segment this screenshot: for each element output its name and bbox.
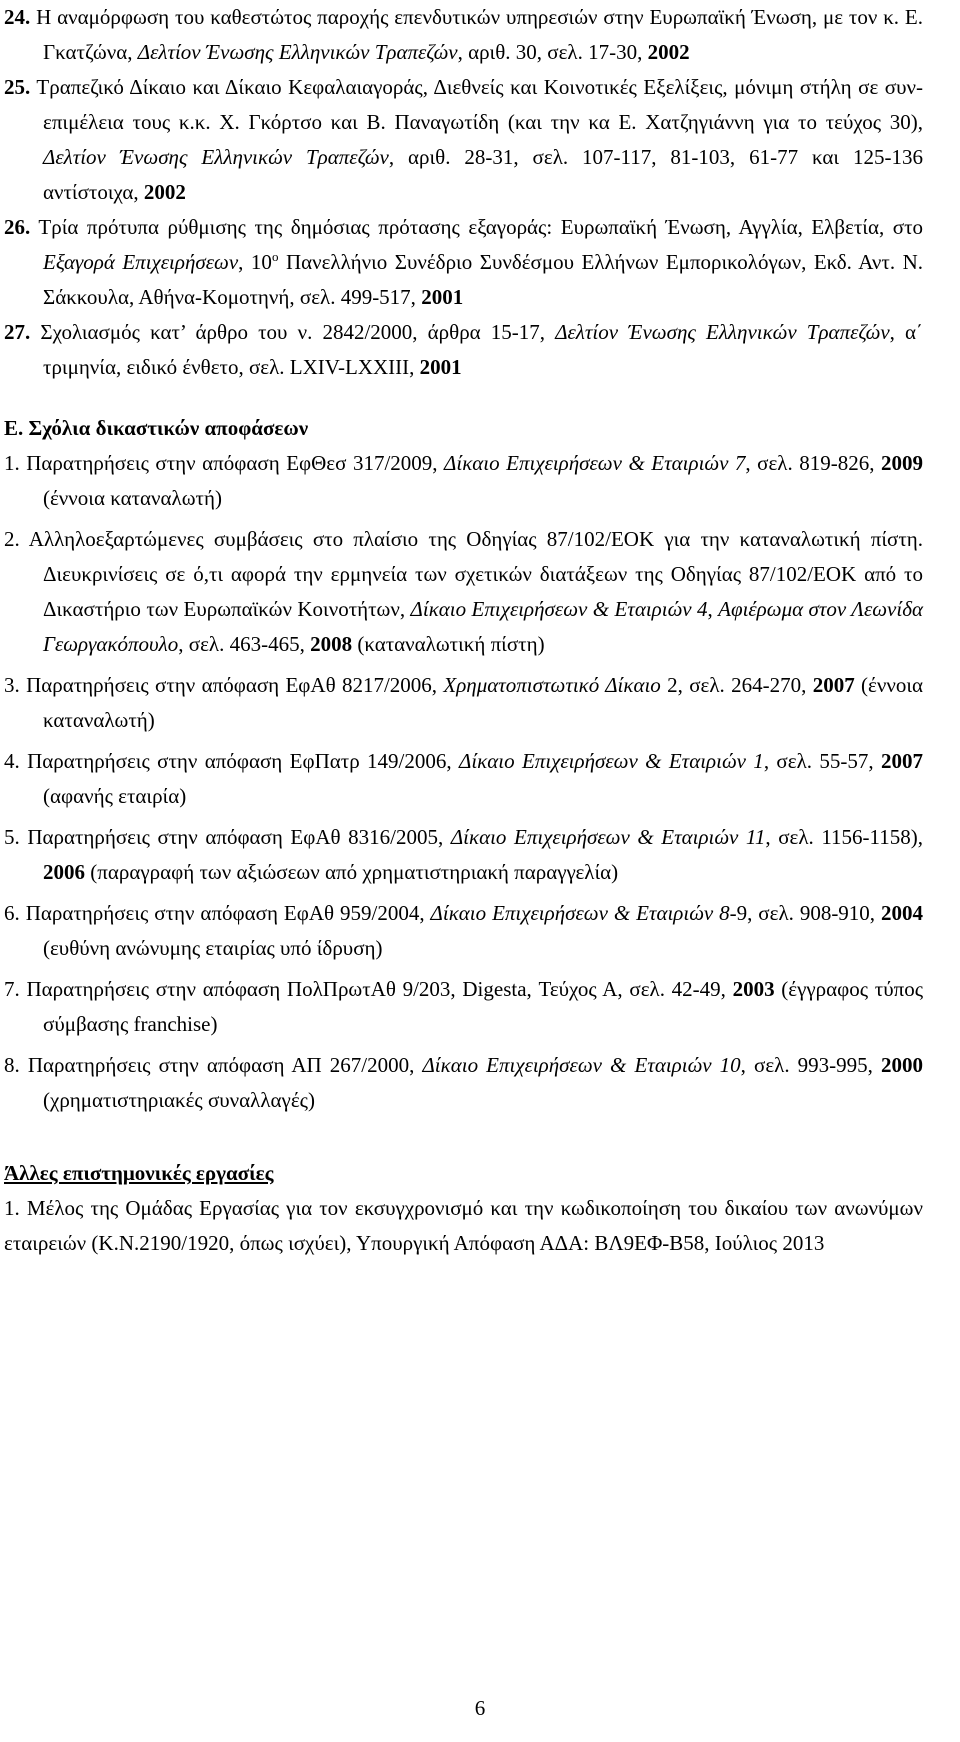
reference-text: Πανελλήνιο Συνέδριο Συνδέσμου Ελλήνων Εμπορικολόγων, Εκδ. Αντ. Ν. Σάκκουλα, Αθήνα-Κομοτηνή, σελ. 499-517, bbox=[43, 250, 923, 309]
item-text: (έννοια καταναλωτή) bbox=[43, 673, 923, 732]
reference-number: 27. bbox=[4, 320, 31, 344]
item-text: -9, σελ. 908-910, bbox=[729, 901, 881, 925]
item-text: Παρατηρήσεις στην απόφαση ΑΠ 267/2000, bbox=[27, 1053, 423, 1077]
reference-year: 2001 bbox=[419, 355, 462, 379]
item-text: (χρηματιστηριακές συναλλαγές) bbox=[43, 1088, 315, 1112]
item-number: 6. bbox=[4, 901, 20, 925]
item-text: Παρατηρήσεις στην απόφαση ΠολΠρωτΑθ 9/203, Digesta, Τεύχος Α, σελ. 42-49, bbox=[26, 977, 733, 1001]
item-number: 1. bbox=[4, 451, 20, 475]
list-item bbox=[4, 668, 923, 738]
journal-title: Δίκαιο Επιχειρήσεων & Εταιριών 4 bbox=[410, 597, 708, 621]
item-text: (αφανής εταιρία) bbox=[43, 784, 187, 808]
item-text: 2, σελ. 264-270, bbox=[660, 673, 813, 697]
item-year: 2007 bbox=[812, 673, 855, 697]
item-year: 2006 bbox=[43, 860, 85, 884]
item-text: , bbox=[707, 597, 719, 621]
reference-text: , αριθ. 30, σελ. 17-30, bbox=[457, 40, 648, 64]
item-text: (έννοια καταναλωτή) bbox=[43, 486, 222, 510]
reference-number: 25. bbox=[4, 75, 31, 99]
book-title: Εξαγορά Επιχειρήσεων bbox=[43, 250, 239, 274]
item-text: Αλληλοεξαρτώμενες συμβάσεις στο πλαίσιο της Οδηγίας 87/102/ΕΟΚ για την καταναλωτική πίστη. Διευκρινίσεις σε ό,τι αφορά την ερμηνεία των σχετικών διατάξεων της Οδηγίας 87/102/ΕΟΚ από το Δικαστήριο των Ευρωπαϊκών Κοινοτήτων, bbox=[28, 527, 923, 621]
item-text: (παραγραφή των αξιώσεων από χρηματιστηριακή παραγγελία) bbox=[85, 860, 619, 884]
item-text: (έγγραφος τύπος σύμβασης franchise) bbox=[43, 977, 924, 1036]
reference-text: Σχολιασμός κατ’ άρθρο του ν. 2842/2000, άρθρα 15-17, bbox=[40, 320, 556, 344]
list-item bbox=[4, 744, 923, 814]
item-number: 3. bbox=[4, 673, 20, 697]
page-number: 6 bbox=[474, 1696, 486, 1720]
other-works-item: 1. Μέλος της Ομάδας Εργασίας για τον εκσυγχρονισμό και την κωδικοποίηση του δικαίου των ανωνύμων εταιρειών (Κ.Ν.2190/1920, όπως ισχύει), Υπουργική Απόφαση ΑΔΑ: ΒΛ9ΕΦ-Β58, Ιούλιος 2013 bbox=[4, 1196, 923, 1255]
journal-title: Χρηματοπιστωτικό Δίκαιο bbox=[443, 673, 661, 697]
reference-text: , α΄ τριμηνία, ειδικό ένθετο, σελ. LXIV-LXXIII, bbox=[43, 320, 924, 379]
list-item bbox=[4, 1048, 923, 1118]
list-item bbox=[4, 820, 923, 890]
item-year: 2003 bbox=[732, 977, 775, 1001]
item-text: , σελ. 463-465, bbox=[178, 632, 311, 656]
item-number: 7. bbox=[4, 977, 20, 1001]
reference-number: 26. bbox=[4, 215, 31, 239]
item-text: , σελ. 1156-1158), bbox=[765, 825, 924, 849]
reference-25 bbox=[4, 70, 923, 210]
journal-title: Δίκαιο Επιχειρήσεων & Εταιριών 8 bbox=[430, 901, 730, 925]
item-year: 2008 bbox=[310, 632, 353, 656]
journal-title: Δίκαιο Επιχειρήσεων & Εταιριών 7 bbox=[444, 451, 746, 475]
item-text: (καταναλωτική πίστη) bbox=[352, 632, 545, 656]
item-text: Παρατηρήσεις στην απόφαση ΕφΑθ 8316/2005, bbox=[27, 825, 451, 849]
item-number: 4. bbox=[4, 749, 20, 773]
reference-text: , 10 bbox=[238, 250, 272, 274]
item-text: , σελ. 55-57, bbox=[763, 749, 881, 773]
reference-year: 2001 bbox=[421, 285, 464, 309]
reference-year: 2002 bbox=[143, 180, 186, 204]
item-year: 2009 bbox=[881, 451, 923, 475]
list-item bbox=[4, 896, 923, 966]
journal-title: Δίκαιο Επιχειρήσεων & Εταιριών 1 bbox=[459, 749, 764, 773]
item-text: Παρατηρήσεις στην απόφαση ΕφΑθ 959/2004, bbox=[25, 901, 431, 925]
journal-title: Δελτίον Ένωσης Ελληνικών Τραπεζών bbox=[555, 320, 890, 344]
reference-text: Τραπεζικό Δίκαιο και Δίκαιο Κεφαλαιαγοράς, Διεθνείς και Κοινοτικές Εξελίξεις, μόνιμη στήλη σε συν-επιμέλεια τους κ.κ. Χ. Γκόρτσο και Β. Παναγωτίδη (και την κα Ε. Χατζηγιάννη για το τεύχος 30), bbox=[36, 75, 923, 134]
item-text: , σελ. 993-995, bbox=[740, 1053, 882, 1077]
volume-title: Αφιέρωμα στον Λεωνίδα Γεωργακόπουλο bbox=[43, 597, 923, 656]
item-text: Παρατηρήσεις στην απόφαση ΕφΘεσ 317/2009, bbox=[26, 451, 445, 475]
reference-24 bbox=[4, 0, 923, 70]
item-text: (ευθύνη ανώνυμης εταιρίας υπό ίδρυση) bbox=[43, 936, 383, 960]
list-item bbox=[4, 522, 923, 662]
journal-title: Δελτίον Ένωσης Ελληνικών Τραπεζών bbox=[137, 40, 458, 64]
reference-text: Η αναμόρφωση του καθεστώτος παροχής επενδυτικών υπηρεσιών στην Ευρωπαϊκή Ένωση, με τον κ. Ε. Γκατζώνα, bbox=[36, 5, 923, 64]
item-number: 5. bbox=[4, 825, 20, 849]
item-text: , σελ. 819-826, bbox=[745, 451, 881, 475]
reference-text: Τρία πρότυπα ρύθμισης της δημόσιας πρότασης εξαγοράς: Ευρωπαϊκή Ένωση, Αγγλία, Ελβετία, στο bbox=[38, 215, 924, 239]
document-page bbox=[4, 0, 923, 1261]
item-year: 2000 bbox=[881, 1053, 924, 1077]
ordinal-superscript: ο bbox=[271, 249, 279, 264]
item-text: Παρατηρήσεις στην απόφαση ΕφΑθ 8217/2006, bbox=[26, 673, 444, 697]
item-text: Παρατηρήσεις στην απόφαση ΕφΠατρ 149/2006, bbox=[27, 749, 459, 773]
journal-title: Δίκαιο Επιχειρήσεων & Εταιριών 11 bbox=[450, 825, 766, 849]
list-item bbox=[4, 446, 923, 516]
journal-title: Δίκαιο Επιχειρήσεων & Εταιριών 10 bbox=[422, 1053, 741, 1077]
reference-year: 2002 bbox=[647, 40, 690, 64]
other-works-heading: Άλλες επιστημονικές εργασίες bbox=[4, 1161, 274, 1185]
item-year: 2007 bbox=[881, 749, 923, 773]
section-heading: Ε. Σχόλια δικαστικών αποφάσεων bbox=[4, 416, 309, 440]
item-year: 2004 bbox=[881, 901, 923, 925]
journal-title: Δελτίον Ένωσης Ελληνικών Τραπεζών bbox=[43, 145, 389, 169]
item-number: 2. bbox=[4, 527, 20, 551]
item-number: 8. bbox=[4, 1053, 20, 1077]
reference-26 bbox=[4, 210, 923, 315]
list-item bbox=[4, 972, 923, 1042]
reference-text: , αριθ. 28-31, σελ. 107-117, 81-103, 61-77 και 125-136 αντίστοιχα, bbox=[43, 145, 923, 204]
reference-number: 24. bbox=[4, 5, 31, 29]
reference-27 bbox=[4, 315, 923, 385]
